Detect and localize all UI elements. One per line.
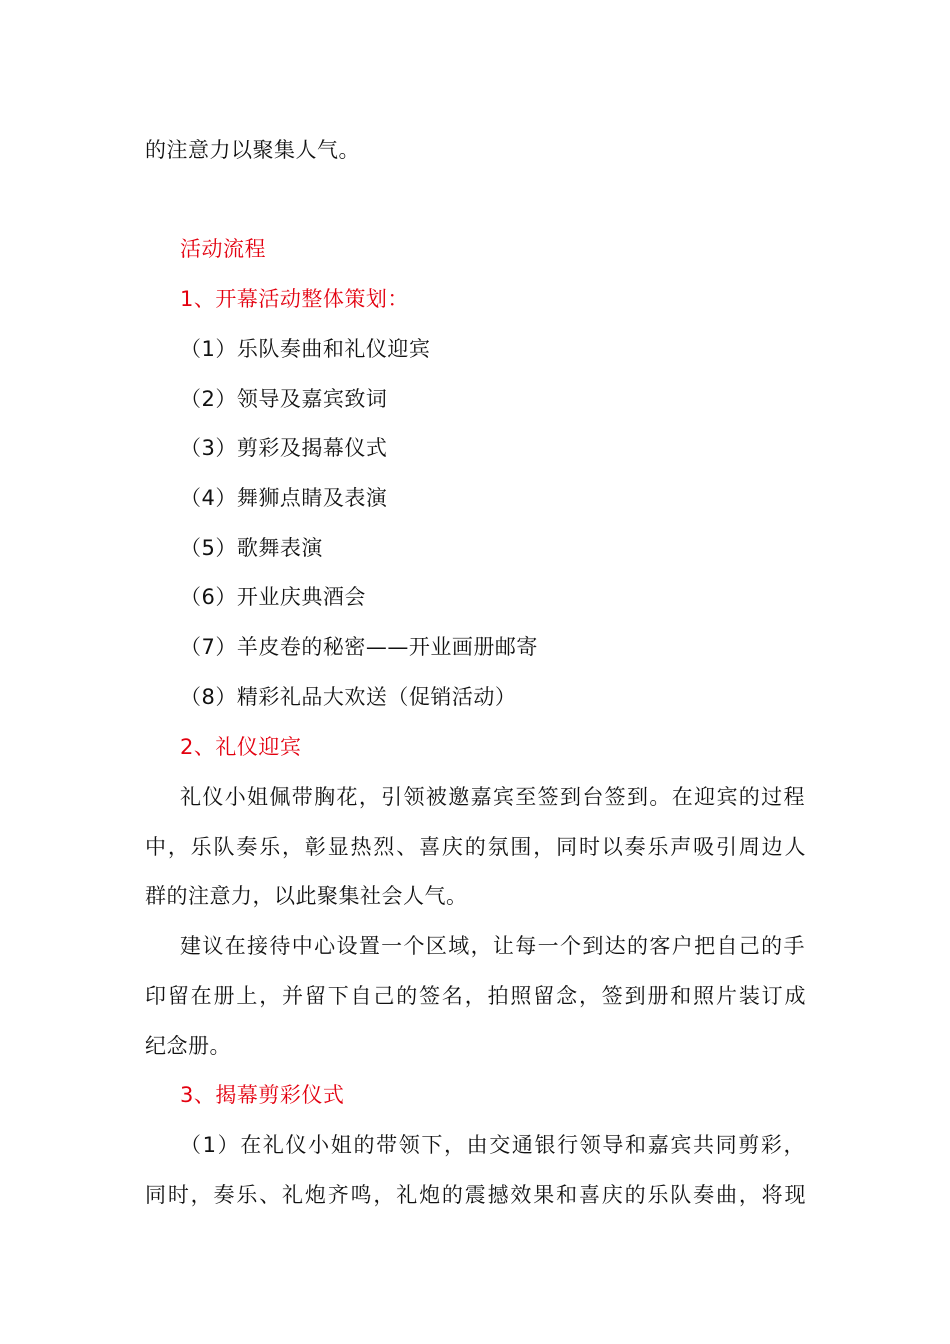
- paragraph-line: 印留在册上，并留下自己的签名，拍照留念，签到册和照片装订成: [145, 984, 806, 1008]
- paragraph-line: 中，乐队奏乐，彰显热烈、喜庆的氛围，同时以奏乐声吸引周边人: [145, 835, 806, 859]
- continuation-text: 的注意力以聚集人气。: [145, 138, 360, 162]
- paragraph-line: （1）在礼仪小姐的带领下，由交通银行领导和嘉宾共同剪彩，: [180, 1133, 805, 1157]
- heading-etiquette-welcome: 2、礼仪迎宾: [180, 735, 302, 759]
- list-item: （5）歌舞表演: [180, 536, 323, 560]
- list-item: （1）乐队奏曲和礼仪迎宾: [180, 337, 431, 361]
- list-item: （8）精彩礼品大欢送（促销活动）: [180, 685, 517, 709]
- heading-ribbon-cutting: 3、揭幕剪彩仪式: [180, 1083, 345, 1107]
- heading-opening-plan: 1、开幕活动整体策划：: [180, 287, 409, 311]
- list-item: （4）舞狮点睛及表演: [180, 486, 388, 510]
- list-item: （3）剪彩及揭幕仪式: [180, 436, 388, 460]
- list-item: （6）开业庆典酒会: [180, 585, 366, 609]
- paragraph-line: 群的注意力，以此聚集社会人气。: [145, 884, 468, 908]
- section-title: 活动流程: [180, 237, 266, 261]
- paragraph-line: 建议在接待中心设置一个区域，让每一个到达的客户把自己的手: [180, 934, 805, 958]
- paragraph-line: 同时，奏乐、礼炮齐鸣，礼炮的震撼效果和喜庆的乐队奏曲，将现: [145, 1183, 806, 1207]
- list-item: （2）领导及嘉宾致词: [180, 387, 388, 411]
- paragraph-line: 礼仪小姐佩带胸花，引领被邀嘉宾至签到台签到。在迎宾的过程: [180, 785, 805, 809]
- list-item: （7）羊皮卷的秘密——开业画册邮寄: [180, 635, 538, 659]
- paragraph-line: 纪念册。: [145, 1034, 231, 1058]
